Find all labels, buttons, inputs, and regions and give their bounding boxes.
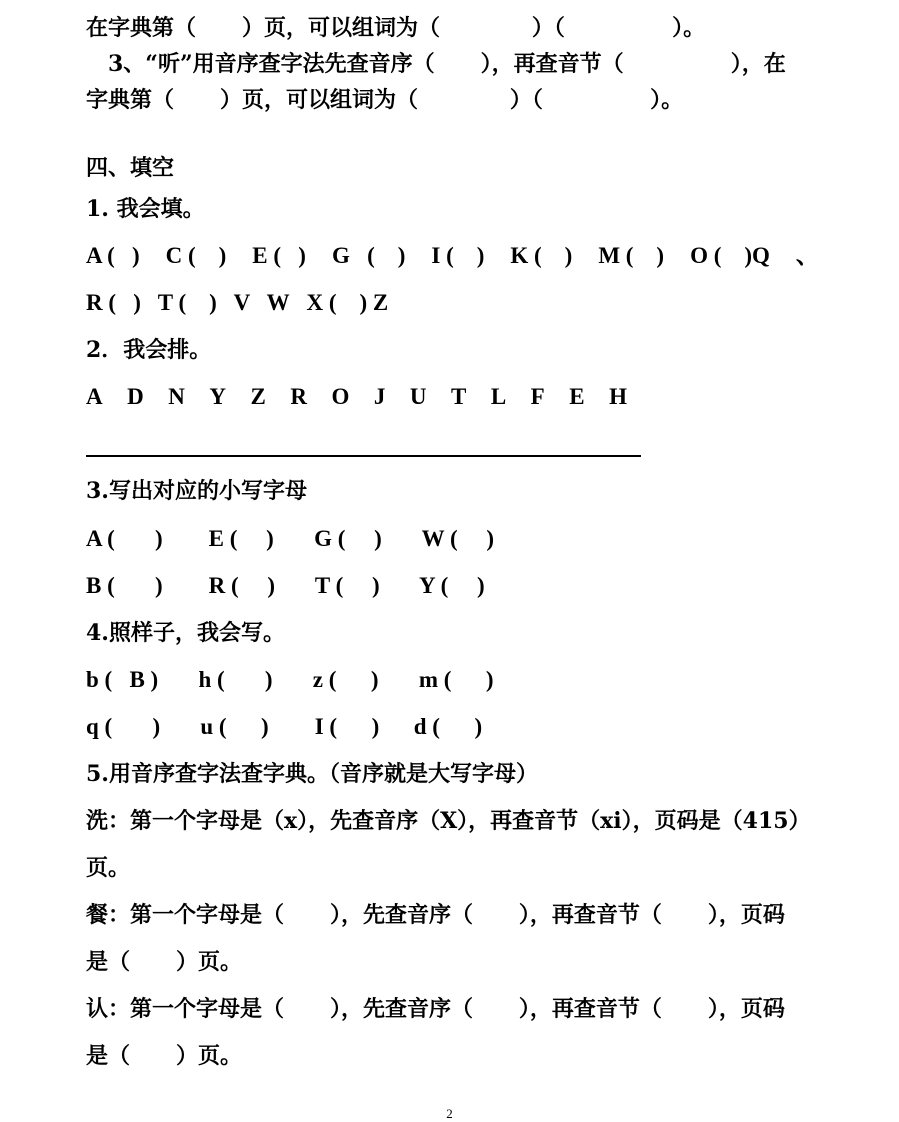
- example-row-2: q ( ) u ( ) I ( ) d ( ): [86, 714, 483, 739]
- letter: D: [127, 384, 144, 409]
- can-line-2: 是（ ）页。: [86, 949, 242, 975]
- punctuation: 、: [795, 243, 819, 268]
- letter: L: [490, 384, 507, 409]
- part-2-title: 2．我会排。: [86, 337, 212, 363]
- letter: J: [373, 384, 386, 409]
- question-3-line-2: 字典第（ ）页，可以组词为（ ）（ ）。: [86, 87, 684, 113]
- alphabet-blank: E ( ): [252, 243, 306, 268]
- letter: E: [569, 384, 585, 409]
- part-1-title: 1. 我会填。: [86, 196, 205, 222]
- letter: Z: [250, 384, 266, 409]
- alphabet-blank: M ( ): [598, 243, 665, 268]
- alphabet-blank: C ( ): [165, 243, 227, 268]
- alphabet-blank: A ( ): [86, 243, 140, 268]
- example-xi-line-1: 洗：第一个字母是（x），先查音序（X），再查音节（xi），页码是（415）: [86, 808, 811, 834]
- alphabet-fill-row-1: [86, 240, 819, 272]
- can-line-1: 餐：第一个字母是（ ），先查音序（ ），再查音节（ ），页码: [86, 902, 785, 928]
- example-row-1: b ( B ) h ( ) z ( ) m ( ): [86, 667, 494, 692]
- lowercase-row-2: B ( ) R ( ) T ( ) Y ( ): [86, 573, 485, 598]
- lowercase-row-1: A ( ) E ( ) G ( ) W ( ): [86, 526, 495, 551]
- fill-line-dictionary-page: 在字典第（ ）页，可以组词为（ ）（ ）。: [86, 15, 706, 41]
- ren-line-1: 认：第一个字母是（ ），先查音序（ ），再查音节（ ），页码: [86, 996, 785, 1022]
- question-3-line-1: 3、“听”用音序查字法先查音序（ ），再查音节（ ），在: [108, 51, 786, 77]
- part-3-title: 3.写出对应的小写字母: [86, 478, 307, 504]
- alphabet-fill-row-2: R ( ) T ( ) V W X ( ) Z: [86, 290, 389, 315]
- letter: T: [450, 384, 467, 409]
- alphabet-blank: O ( )Q: [690, 243, 770, 268]
- letter: U: [409, 384, 427, 409]
- letter: F: [530, 384, 545, 409]
- page-number: 2: [446, 1106, 453, 1121]
- letters-to-sort: [86, 381, 627, 413]
- alphabet-blank: K ( ): [510, 243, 573, 268]
- letter: R: [290, 384, 307, 409]
- letter: A: [86, 384, 103, 409]
- letter: Y: [209, 384, 226, 409]
- letter: H: [609, 384, 627, 409]
- part-4-title: 4.照样子，我会写。: [86, 620, 285, 646]
- answer-line: [86, 455, 641, 457]
- ren-line-2: 是（ ）页。: [86, 1043, 242, 1069]
- alphabet-blank: I ( ): [431, 243, 485, 268]
- alphabet-blank: G ( ): [331, 243, 406, 268]
- part-5-title: 5.用音序查字法查字典。（音序就是大写字母）: [86, 761, 538, 787]
- letter: O: [331, 384, 350, 409]
- letter: N: [168, 384, 185, 409]
- section-title: 四、填空: [86, 155, 175, 181]
- example-xi-line-2: 页。: [86, 855, 131, 881]
